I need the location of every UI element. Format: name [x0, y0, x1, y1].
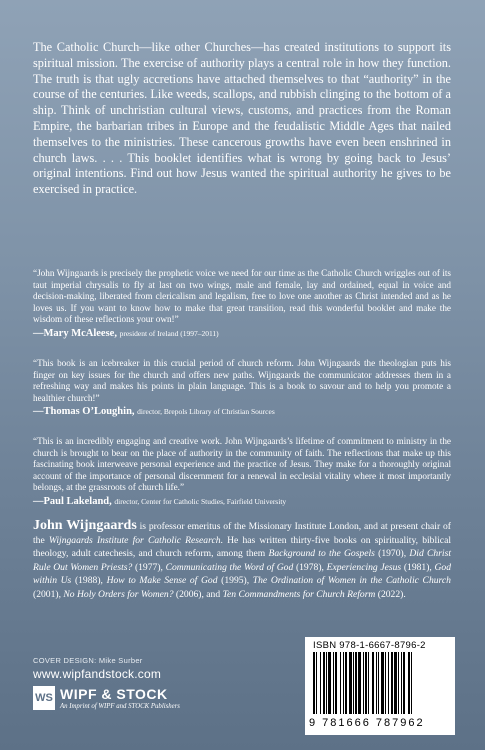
cover-design-credit: COVER DESIGN: Mike Surber	[33, 656, 143, 665]
barcode-bar	[313, 652, 315, 714]
book-title: Did Christ Rule Out Women Priests?	[33, 548, 451, 573]
barcode-bar	[408, 652, 410, 714]
book-title: How to Make Sense of God	[106, 575, 218, 587]
barcode-bar	[378, 652, 379, 714]
book-title: Ten Commandments for Church Reform	[222, 588, 376, 600]
book-year: (2022).	[375, 588, 406, 600]
barcode-bar	[349, 652, 352, 714]
book-year: (1970),	[374, 548, 410, 560]
endorsement-mcaleese	[33, 268, 451, 339]
endorsement-text: “This is an incredibly engaging and creative work. John Wijngaards’s lifetime of commitment to ministry in the church is brought to bear on the place of authority in the community of faith. The reflections that make up this fascinating book interweave personal experience and the practice of Jesus. They make for a thoroughly original account of the importance of personal discernment for a renewal in ecclesial vitality where it most importantly belongs, at the grassroots of church life.”	[33, 436, 451, 492]
barcode-bar	[401, 652, 402, 714]
bio-text: . He has written thirty-five books on spirituality, biblical theology, adult catechesis, and church reform, among them	[33, 534, 451, 560]
author-name: John Wijngaards	[33, 518, 137, 533]
book-year: (1978),	[293, 561, 327, 573]
barcode-bar	[335, 652, 337, 714]
book-year: (1977),	[132, 561, 166, 573]
barcode-bar	[385, 652, 386, 714]
barcode-bar	[363, 652, 364, 714]
barcode-bar	[381, 652, 384, 714]
book-year: (1988),	[71, 575, 107, 587]
barcode-bar	[388, 652, 389, 714]
barcode-bar	[372, 652, 374, 714]
book-title: Experiencing Jesus	[326, 561, 402, 573]
barcode-bar	[333, 652, 334, 714]
book-title: God within Us	[33, 561, 451, 587]
endorser-role: director, Brepols Library of Christian Sources	[137, 407, 275, 416]
book-year: (2006), and	[173, 588, 223, 600]
bio-text: is professor emeritus of the Missionary Institute London, and at present chair of the	[33, 521, 451, 546]
isbn-barcode-box	[305, 637, 455, 735]
endorsement-oloughin	[33, 358, 451, 417]
book-title: Communicating the Word of God	[165, 561, 294, 573]
publisher-logo: WS	[33, 686, 55, 710]
author-bio	[33, 519, 451, 602]
barcode-bar	[320, 652, 321, 714]
barcode-bar	[353, 652, 354, 714]
barcode-bar	[365, 652, 367, 714]
endorsement-text: “This book is an icebreaker in this crucial period of church reform. John Wijngaards the theologian puts his finger on key issues for the church and offers new paths. Wijngaards the communicator addresses them in a refreshing way and makes his points in plain language. This is a book to savour and to help you promote a healthier church!”	[33, 358, 451, 403]
endorsement-attribution	[33, 328, 451, 339]
endorsement-attribution	[33, 496, 451, 507]
barcode-bar	[323, 652, 325, 714]
endorser-name: —Mary McAleese,	[33, 327, 117, 339]
barcode-bar	[343, 652, 344, 714]
barcode-bar	[411, 652, 412, 714]
isbn-label: ISBN 978-1-6667-8796-2	[313, 640, 426, 651]
book-year: (1995),	[217, 575, 253, 587]
barcode-bar	[355, 652, 357, 714]
book-title: Background to the Gospels	[268, 548, 375, 560]
barcode-bar	[394, 652, 397, 714]
barcode-bar	[340, 652, 341, 714]
endorser-name: —Paul Lakeland,	[33, 495, 112, 507]
book-title: The Ordination of Women in the Catholic Church	[252, 575, 451, 587]
institute-name: Wijngaards Institute for Catholic Research	[48, 534, 221, 546]
barcode-bar	[376, 652, 377, 714]
book-year: (2001),	[33, 588, 64, 600]
endorsement-attribution	[33, 406, 451, 417]
barcode-bar	[345, 652, 347, 714]
endorsement-text: “John Wijngaards is precisely the prophetic voice we need for our time as the Catholic Church wriggles out of its taut imperial chrysalis to fly at last on two wings, male and female, lay and ordained, equal in voice and decision-making, liberated from clericalism and legalism, free to love one another as Christ intended and as he loves us. If you want to know how to make that great transition, read this wonderful booklet and make the wisdom of these reflections your own!”	[33, 268, 451, 324]
book-title: No Holy Orders for Women?	[63, 588, 174, 600]
endorsement-lakeland	[33, 436, 451, 507]
endorser-role: president of Ireland (1997–2011)	[119, 328, 219, 338]
cover-blurb: The Catholic Church—like other Churches—has created institutions to support its spiritual mission. The exercise of authority plays a central role in how they function. The truth is that ugly accretions have attached themselves to that “authority” in the course of the centuries. Like weeds, scallops, and rubbish clinging to the bottom of a ship. Think of unchristian cultural views, customs, and practices from the Roman Empire, the barbarian tribes in Europe and the feudalistic Middle Ages that nailed themselves to the ministries. These cancerous growths have even been enshrined in church laws. . . . This booklet identifies what is wrong by going back to Jesus’ original intentions. Find out how Jesus wanted the spiritual authority he gives to be exercised in practice.	[33, 40, 451, 197]
barcode-bar	[326, 652, 327, 714]
ean-digits: 9 781666 787962	[309, 717, 425, 729]
publisher-url[interactable]: www.wipfandstock.com	[33, 667, 162, 681]
endorser-role: director, Center for Catholic Studies, Fairfield University	[114, 496, 287, 506]
barcode-bar	[398, 652, 399, 714]
book-year: (1981),	[401, 561, 435, 573]
barcode-bar	[368, 652, 369, 714]
barcode-bar	[316, 652, 317, 714]
barcode-bar	[403, 652, 405, 714]
barcode-bar	[358, 652, 361, 714]
barcode-bar	[328, 652, 331, 714]
barcode-bar	[391, 652, 393, 714]
endorser-name: —Thomas O’Loughin,	[33, 406, 135, 417]
publisher-name: WIPF & STOCK	[60, 686, 168, 702]
publisher-tagline: An Imprint of WIPF and STOCK Publishers	[60, 703, 180, 710]
barcode-image	[311, 652, 449, 716]
